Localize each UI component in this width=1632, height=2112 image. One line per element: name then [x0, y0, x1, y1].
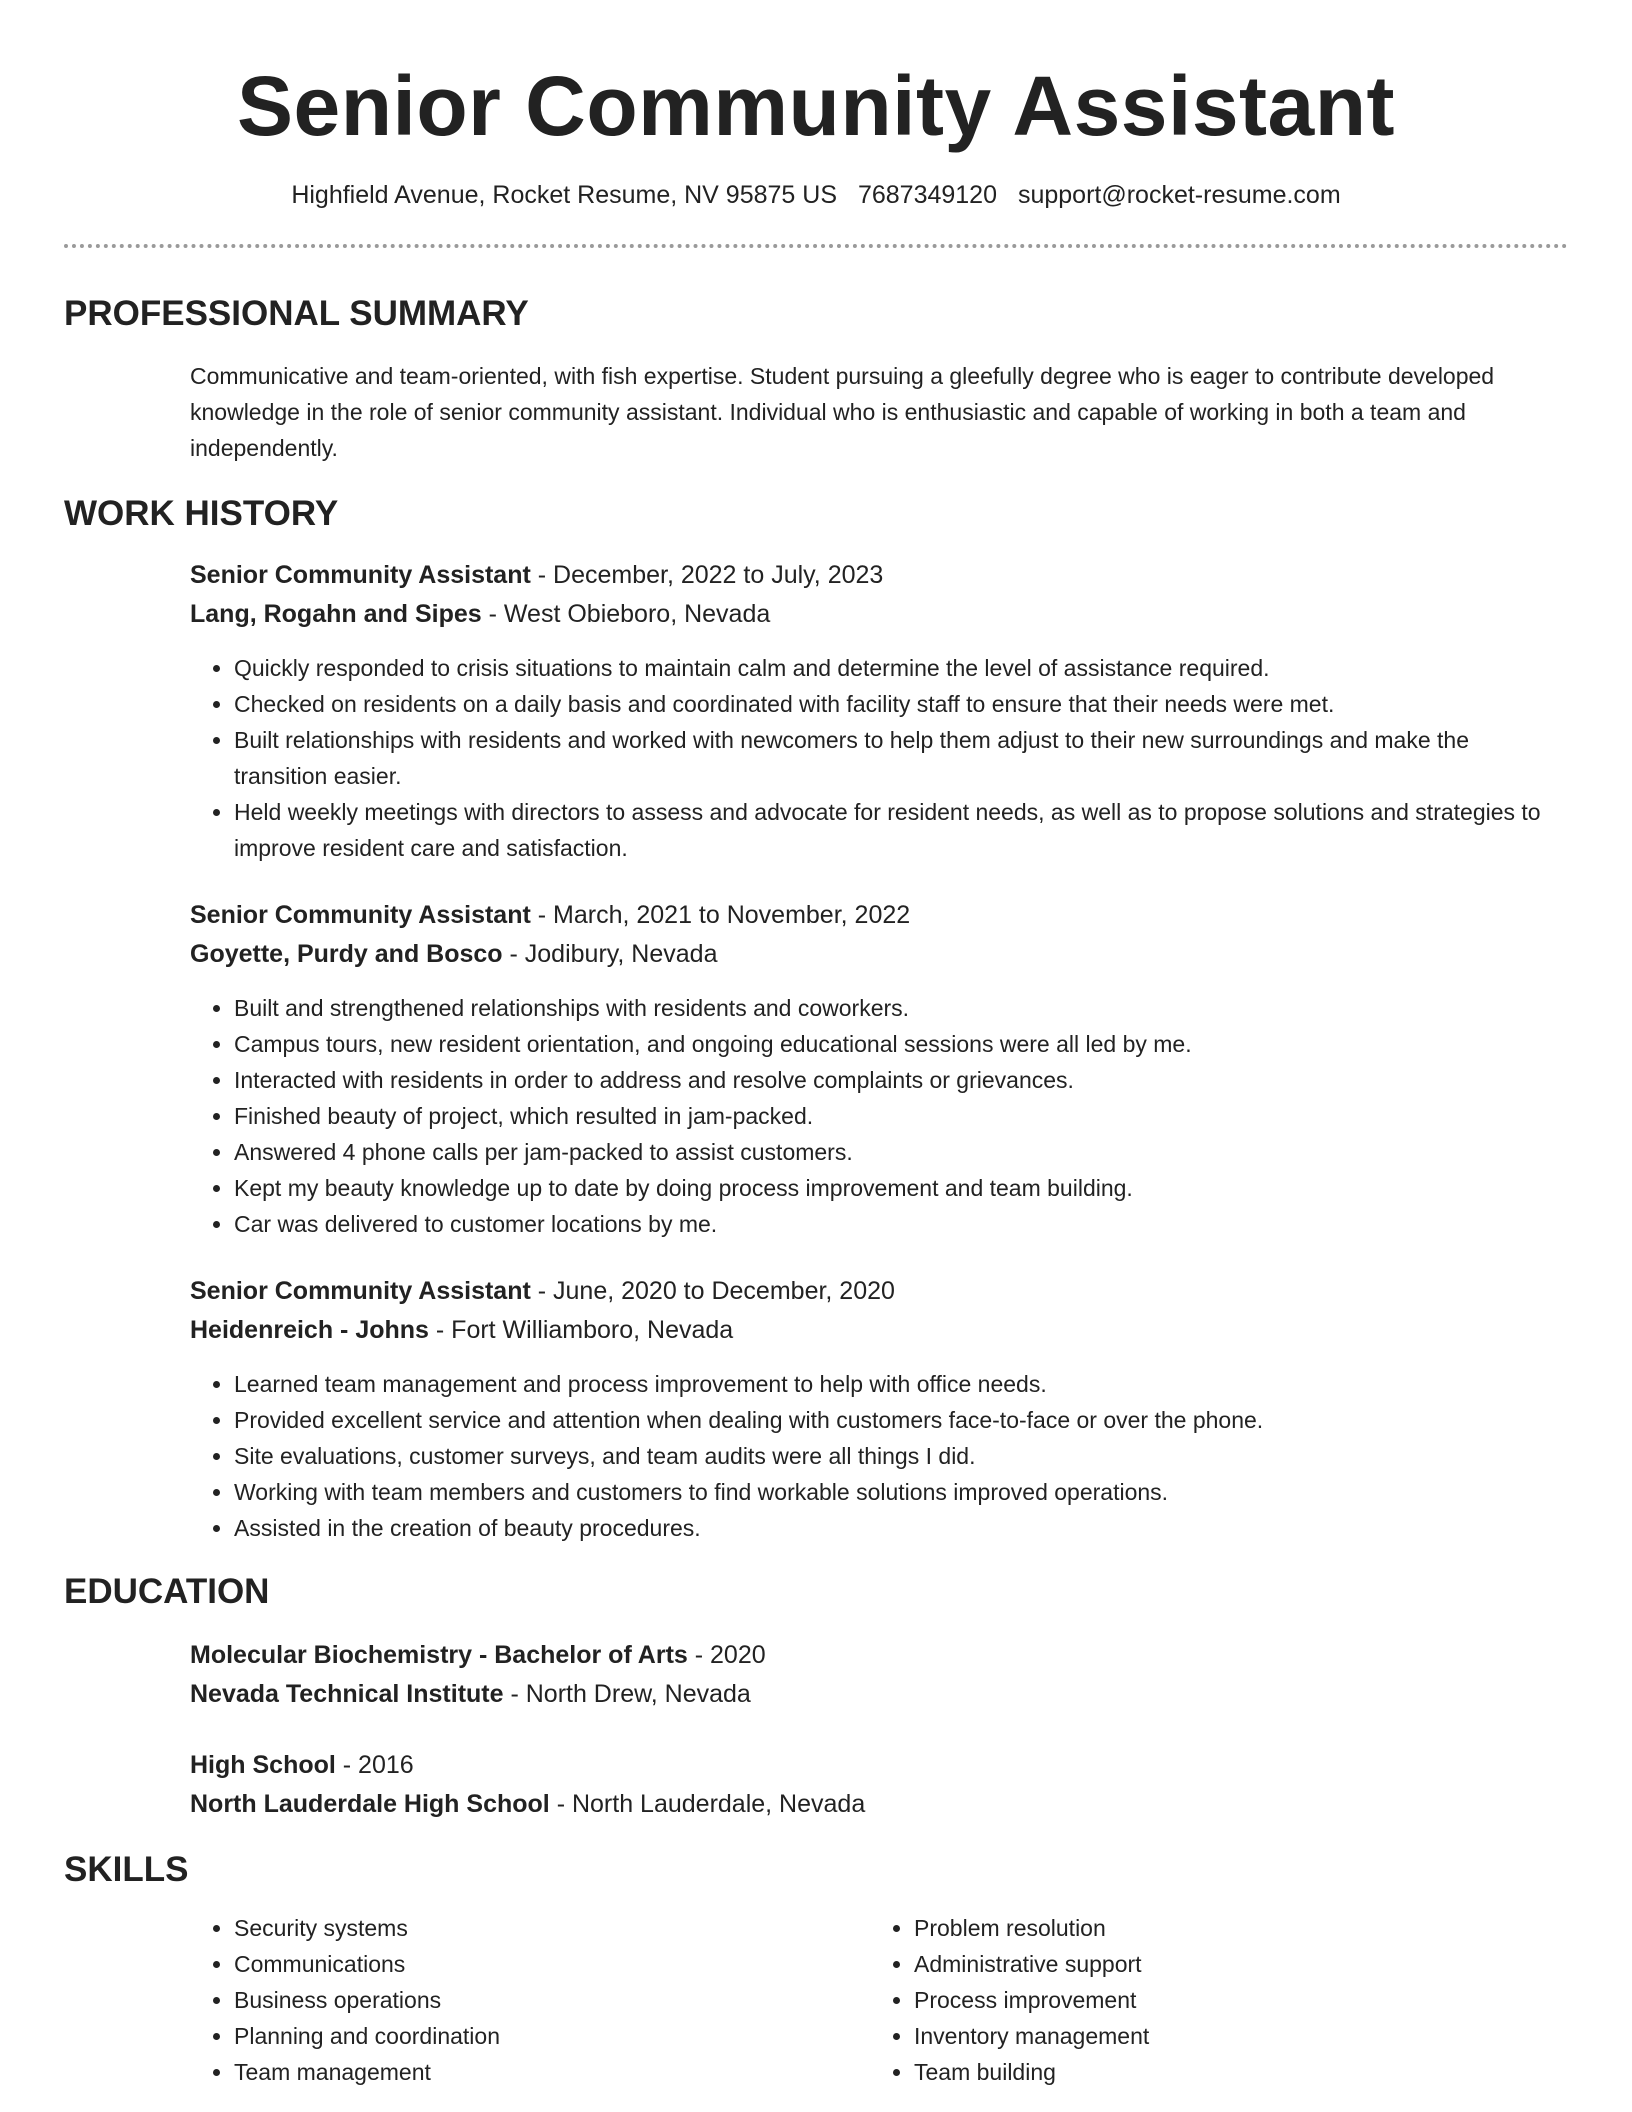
education-school-line [190, 1675, 1568, 1714]
job-company-line [190, 935, 1568, 974]
list-item: • Car was delivered to customer locations by me. [234, 1206, 1568, 1242]
list-item: • Interacted with residents in order to address and resolve complaints or grievances. [234, 1062, 1568, 1098]
resume-name: Senior Community Assistant [236, 59, 1396, 153]
contact-email: support@rocket-resume.com [1017, 181, 1341, 209]
skills-grid [190, 1910, 1568, 2090]
job-entry [190, 896, 1568, 1242]
list-item: • Inventory management [914, 2018, 1550, 2054]
job-entry [190, 556, 1568, 866]
education-degree-line [190, 1636, 1568, 1675]
education-entry [190, 1746, 1568, 1824]
job-bullets [190, 1366, 1568, 1546]
list-item: • Kept my beauty knowledge up to date by doing process improvement and team building. [234, 1170, 1568, 1206]
skills-heading: SKILLS [64, 1850, 189, 1889]
job-title-line [190, 556, 1568, 595]
summary-heading: PROFESSIONAL SUMMARY [64, 294, 529, 333]
skills-column-left [190, 1910, 870, 2090]
job-location: - Jodibury, Nevada [502, 940, 718, 968]
education-location: - North Lauderdale, Nevada [549, 1790, 866, 1818]
list-item: • Campus tours, new resident orientation, and ongoing educational sessions were all led by me. [234, 1026, 1568, 1062]
job-company: Goyette, Purdy and Bosco [190, 940, 503, 968]
list-item: • Site evaluations, customer surveys, and team audits were all things I did. [234, 1438, 1568, 1474]
job-dates: - March, 2021 to November, 2022 [530, 901, 911, 929]
list-item: • Problem resolution [914, 1910, 1550, 1946]
job-location: - Fort Williamboro, Nevada [428, 1316, 734, 1344]
education-year: - 2020 [687, 1641, 766, 1669]
job-role: Senior Community Assistant [190, 901, 531, 929]
list-item: • Learned team management and process improvement to help with office needs. [234, 1366, 1568, 1402]
contact-line [64, 178, 1568, 212]
education-degree: High School [190, 1751, 336, 1779]
list-item: • Team building [914, 2054, 1550, 2090]
education-year: - 2016 [335, 1751, 414, 1779]
header-divider [64, 244, 1568, 248]
job-title-line [190, 1272, 1568, 1311]
job-entry [190, 1272, 1568, 1546]
job-bullets [190, 650, 1568, 866]
list-item: • Assisted in the creation of beauty procedures. [234, 1510, 1568, 1546]
list-item: • Security systems [234, 1910, 870, 1946]
job-dates: - December, 2022 to July, 2023 [530, 561, 884, 589]
education-entry [190, 1636, 1568, 1714]
job-role: Senior Community Assistant [190, 561, 531, 589]
list-item: • Communications [234, 1946, 870, 1982]
job-company-line [190, 1311, 1568, 1350]
list-item: • Finished beauty of project, which resulted in jam-packed. [234, 1098, 1568, 1134]
job-bullets [190, 990, 1568, 1242]
list-item: • Checked on residents on a daily basis and coordinated with facility staff to ensure that their needs were met. [234, 686, 1568, 722]
job-dates: - June, 2020 to December, 2020 [530, 1277, 895, 1305]
list-item: • Answered 4 phone calls per jam-packed to assist customers. [234, 1134, 1568, 1170]
summary-text: Communicative and team-oriented, with fish expertise. Student pursuing a gleefully degree who is eager to contribute developed knowledge in the role of senior community assistant. Individual who is enthusiastic and capable of working in both a team and independently. [190, 363, 1495, 461]
job-company-line [190, 595, 1568, 634]
list-item: • Business operations [234, 1982, 870, 2018]
list-item: • Working with team members and customers to find workable solutions improved operations. [234, 1474, 1568, 1510]
resume-page [64, 0, 1568, 2090]
education-school: North Lauderdale High School [190, 1790, 550, 1818]
list-item: • Built and strengthened relationships with residents and coworkers. [234, 990, 1568, 1026]
education-degree-line [190, 1746, 1568, 1785]
job-title-line [190, 896, 1568, 935]
job-company: Heidenreich - Johns [190, 1316, 429, 1344]
job-location: - West Obieboro, Nevada [481, 600, 771, 628]
contact-address: Highfield Avenue, Rocket Resume, NV 95875 US [291, 181, 837, 209]
list-item: • Built relationships with residents and worked with newcomers to help them adjust to their new surroundings and make the transition easier. [234, 722, 1568, 794]
list-item: • Planning and coordination [234, 2018, 870, 2054]
list-item: • Team management [234, 2054, 870, 2090]
list-item: • Provided excellent service and attention when dealing with customers face-to-face or over the phone. [234, 1402, 1568, 1438]
list-item: • Quickly responded to crisis situations to maintain calm and determine the level of assistance required. [234, 650, 1568, 686]
list-item: • Process improvement [914, 1982, 1550, 2018]
list-item: • Held weekly meetings with directors to assess and advocate for resident needs, as well as to propose solutions and strategies to improve resident care and satisfaction. [234, 794, 1568, 866]
education-school-line [190, 1785, 1568, 1824]
education-degree: Molecular Biochemistry - Bachelor of Arts [190, 1641, 688, 1669]
work-history-heading: WORK HISTORY [64, 494, 339, 533]
education-heading: EDUCATION [64, 1572, 270, 1611]
job-company: Lang, Rogahn and Sipes [190, 600, 482, 628]
education-location: - North Drew, Nevada [503, 1680, 751, 1708]
list-item: • Administrative support [914, 1946, 1550, 1982]
skills-column-right [870, 1910, 1550, 2090]
job-role: Senior Community Assistant [190, 1277, 531, 1305]
contact-phone: 7687349120 [857, 181, 997, 209]
education-school: Nevada Technical Institute [190, 1680, 504, 1708]
